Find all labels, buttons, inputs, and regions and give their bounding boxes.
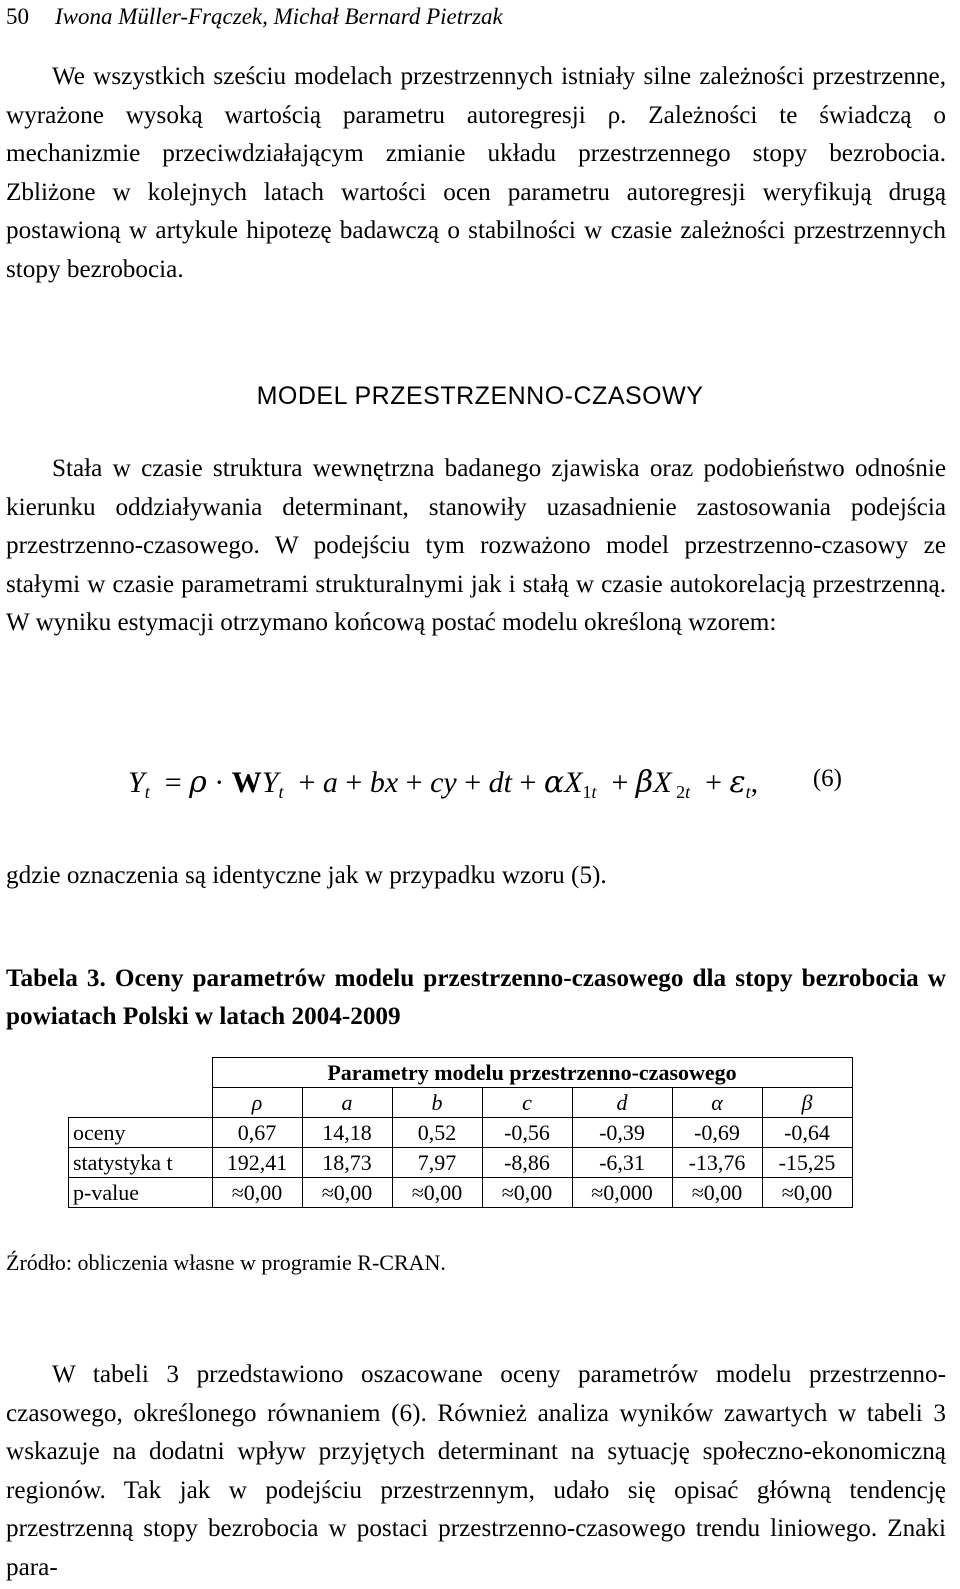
- table-cell: 7,97: [392, 1148, 482, 1178]
- table-cell: -8,86: [482, 1148, 572, 1178]
- paragraph-text: Stała w czasie struktura wewnętrzna badanego zjawiska oraz podobieństwo odnośnie kierunku oddziaływania determinant, stanowiły uzasadnienie zastosowania podejścia przestrzenno-czasowego. W podejściu tym rozważono model przestrzenno-czasowy ze stałymi w czasie parametrami strukturalnymi jak i stałą w czasie autokorelacją przestrzenną. W wyniku estymacji otrzymano końcową postać modelu określoną wzorem:: [6, 455, 946, 637]
- table-cell: -0,39: [572, 1118, 672, 1148]
- table-cell: -0,64: [762, 1118, 852, 1148]
- table-row: [69, 1178, 853, 1208]
- paragraph-model-intro: [6, 450, 946, 643]
- table-row: [69, 1118, 853, 1148]
- row-label: statystyka t: [69, 1148, 213, 1178]
- equation-formula: $Y_t = \rho \cdot WY_t + a$ + bx + cy + dt + $\alpha X_{1t} + \beta X$ $_{2t} + \varepsilon_t$,: [128, 765, 759, 802]
- equation-6: [0, 765, 960, 815]
- column-header: b: [392, 1088, 482, 1118]
- table-cell: 14,18: [302, 1118, 392, 1148]
- paragraph-text: We wszystkich sześciu modelach przestrzennych istniały silne zależności przestrzenne, wyrażone wysoką wartością parametru autoregresji ρ. Zależności te świadczą o mechanizmie przeciwdziałającym zmianie układu przestrzennego stopy bezrobocia. Zbliżone w kolejnych latach wartości ocen parametru autoregresji weryfikują drugą postawioną w artykule hipotezę badawczą o stabilności w czasie zależności przestrzennych stopy bezrobocia.: [6, 63, 946, 283]
- table-cell: 192,41: [212, 1148, 302, 1178]
- parameters-table: [68, 1057, 853, 1208]
- equation-number: (6): [812, 765, 842, 792]
- column-header: ρ: [212, 1088, 302, 1118]
- table-cell: -6,31: [572, 1148, 672, 1178]
- table-cell: 0,67: [212, 1118, 302, 1148]
- table-cell: ≈0,00: [762, 1178, 852, 1208]
- paragraph-autoregression: [6, 58, 946, 290]
- table-cell: 0,52: [392, 1118, 482, 1148]
- header-authors: Iwona Müller-Frączek, Michał Bernard Pietrzak: [55, 4, 503, 29]
- column-header: c: [482, 1088, 572, 1118]
- table-cell: ≈0,00: [482, 1178, 572, 1208]
- paragraph-text: W tabeli 3 przedstawiono oszacowane oceny parametrów modelu przestrzenno-czasowego, określonego równaniem (6). Również analiza wyników zawartych w tabeli 3 wskazuje na dodatni wpływ przyjętych determinant na sytuację społeczno-ekonomiczną regionów. Tak jak w podejściu przestrzennym, udało się opisać główną tendencję przestrzenną stopy bezrobocia w postaci przestrzenno-czasowego trendu liniowego. Znaki para-: [6, 1361, 946, 1581]
- running-header: [6, 4, 503, 30]
- table-cell: ≈0,000: [572, 1178, 672, 1208]
- paragraph-discussion: [6, 1356, 946, 1588]
- table-cell: 18,73: [302, 1148, 392, 1178]
- row-label: p-value: [69, 1178, 213, 1208]
- table-header-row: [69, 1088, 853, 1118]
- table-cell: -0,56: [482, 1118, 572, 1148]
- table-cell: -0,69: [672, 1118, 762, 1148]
- table-cell: ≈0,00: [212, 1178, 302, 1208]
- equation-note: gdzie oznaczenia są identyczne jak w przypadku wzoru (5).: [6, 862, 607, 889]
- column-header: β: [762, 1088, 852, 1118]
- column-header: a: [302, 1088, 392, 1118]
- table-cell: ≈0,00: [672, 1178, 762, 1208]
- table-cell: -15,25: [762, 1148, 852, 1178]
- table-source: Źródło: obliczenia własne w programie R-CRAN.: [6, 1250, 446, 1275]
- row-label: oceny: [69, 1118, 213, 1148]
- table-row: [69, 1148, 853, 1178]
- table-cell: ≈0,00: [392, 1178, 482, 1208]
- table-group-header: Parametry modelu przestrzenno-czasowego: [212, 1058, 852, 1088]
- table-caption: Tabela 3. Oceny parametrów modelu przestrzenno-czasowego dla stopy bezrobocia w powiatach Polski w latach 2004-2009: [6, 965, 946, 1030]
- table-cell: ≈0,00: [302, 1178, 392, 1208]
- column-header: α: [672, 1088, 762, 1118]
- page-number: 50: [6, 4, 29, 29]
- table-group-header-row: [69, 1058, 853, 1088]
- table-cell: -13,76: [672, 1148, 762, 1178]
- column-header: d: [572, 1088, 672, 1118]
- section-title: MODEL PRZESTRZENNO-CZASOWY: [256, 382, 704, 410]
